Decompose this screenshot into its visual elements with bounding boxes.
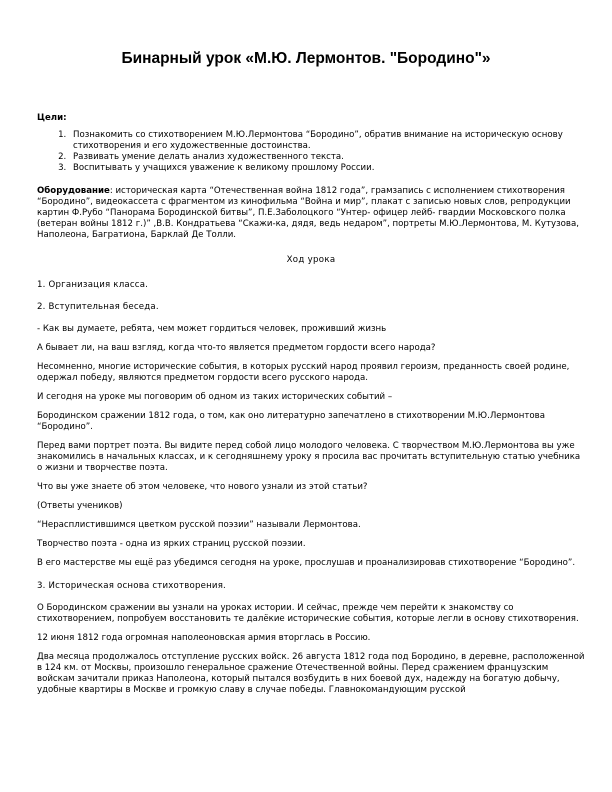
goal-item: 1. Познакомить со стихотворением М.Ю.Лермонтова “Бородино”, обратив внимание на историческую основу стихотворения и его художественные достоинства. xyxy=(69,130,585,152)
section-heading-3: 3. Историческая основа стихотворения. xyxy=(37,581,226,591)
paragraph: О Бородинском сражении вы узнали на уроках истории. И сейчас, прежде чем перейти к знакомству со стихотворением, попробуем восстановить те далёкие исторические события, которые легли в основу стихотворения. xyxy=(37,603,579,624)
paragraph: Перед вами портрет поэта. Вы видите перед собой лицо молодого человека. С творчеством М.Ю.Лермонтова вы уже знакомились в начальных классах, и к сегодняшнему уроку я просила вас прочитать вступительную статью учебника о жизни и творчестве поэта. xyxy=(37,441,581,473)
goal-item: 2. Развивать умение делать анализ художественного текста. xyxy=(69,152,585,163)
section-heading-2: 2. Вступительная беседа. xyxy=(37,302,159,312)
lesson-heading: Ход урока xyxy=(286,255,336,265)
paragraph: А бывает ли, на ваш взгляд, когда что-то является предметом гордости всего народа? xyxy=(37,343,436,353)
paragraph: Несомненно, многие исторические события, в которых русский народ проявил героизм, преданность своей родине, одержал победу, являются предметом гордости всего русского народа. xyxy=(37,362,570,383)
equipment-text: : историческая карта “Отечественная война 1812 года”, грамзапись с исполнением стихотворения “Бородино”, видеокассета с фрагментом из кинофильма “Война и мир”, плакат с записью новых слов, репродукции картин Ф.Рубо “Панорама Бородинской битвы”, П.Е.Заболоцкого “Унтер- офицер лейб- гвардии Московского полка (ветеран войны 1812 г.)” ,В.В. Кондратьева “Скажи-ка, дядя, ведь недаром”, портреты М.Ю.Лермонтова, М. Кутузова, Наполеона, Багратиона, Барклай Де Толли. xyxy=(37,186,579,240)
paragraph: 12 июня 1812 года огромная наполеоновская армия вторглась в Россию. xyxy=(37,633,371,643)
paragraph: Что вы уже знаете об этом человеке, что нового узнали из этой статьи? xyxy=(37,482,368,492)
paragraph: - Как вы думаете, ребята, чем может гордиться человек, проживший жизнь xyxy=(37,324,387,334)
paragraph: Два месяца продолжалось отступление русских войск. 26 августа 1812 года под Бородино, в деревне, расположенной в 124 км. от Москвы, произошло генеральное сражение Отечественной войны. Перед сражением французским войскам зачитали приказ Наполеона, который пытался возбудить в них боевой дух, надежду на богатую добычу, удобные квартиры в Москве и громкую славу в случае победы. Главнокомандующим русской xyxy=(37,652,585,695)
paragraph: (Ответы учеников) xyxy=(37,501,123,511)
section-heading-1: 1. Организация класса. xyxy=(37,280,149,290)
paragraph: Творчество поэта - одна из ярких страниц русской поэзии. xyxy=(37,539,306,549)
document-body xyxy=(37,113,585,704)
paragraph: И сегодня на уроке мы поговорим об одном из таких исторических событий – xyxy=(37,392,393,402)
equipment-label: Оборудование xyxy=(37,186,110,196)
page-title: Бинарный урок «М.Ю. Лермонтов. "Бородино"» xyxy=(121,50,491,67)
equipment-paragraph xyxy=(37,186,585,241)
paragraph: Бородинском сражении 1812 года, о том, как оно литературно запечатлено в стихотворении М.Ю.Лермонтова “Бородино”. xyxy=(37,411,545,432)
paragraph: “Нерасплистившимся цветком русской поэзии” называли Лермонтова. xyxy=(37,520,361,530)
paragraph: В его мастерстве мы ещё раз убедимся сегодня на уроке, прослушав и проанализировав стихотворение “Бородино”. xyxy=(37,558,576,568)
goals-label: Цели: xyxy=(37,113,67,123)
goal-item: 3. Воспитывать у учащихся уважение к великому прошлому России. xyxy=(69,163,585,174)
goals-list xyxy=(37,130,585,174)
